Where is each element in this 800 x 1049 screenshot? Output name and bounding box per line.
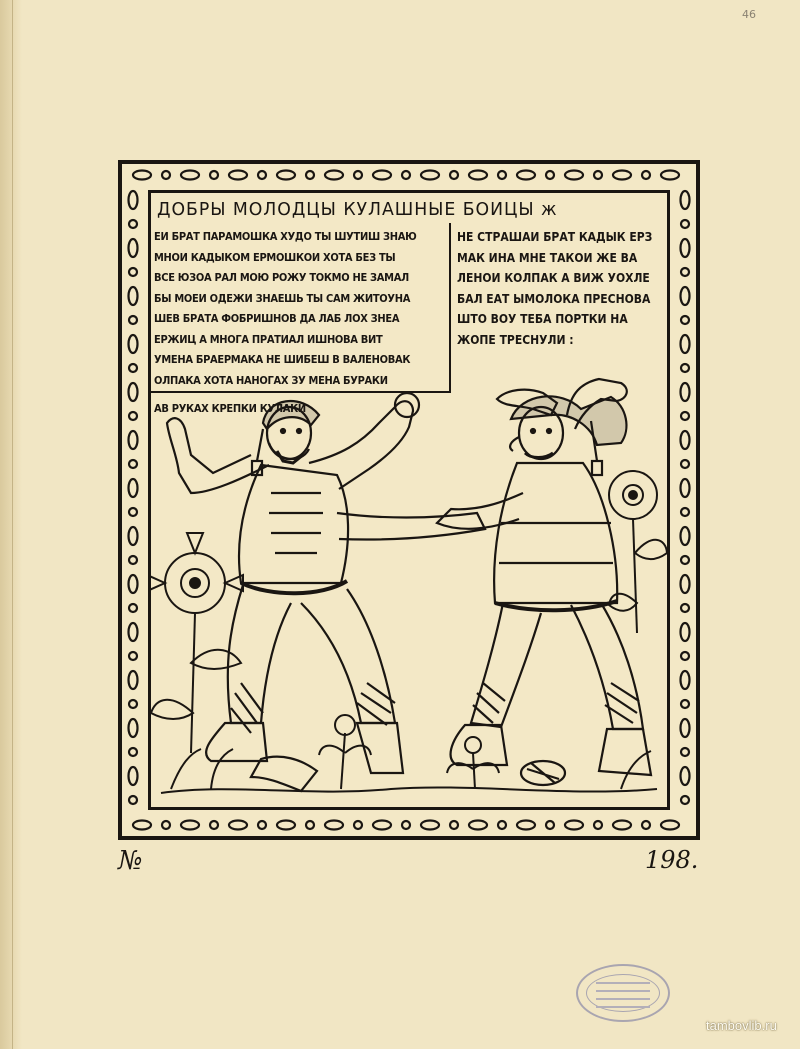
border-ornament xyxy=(181,821,199,830)
border-ornament xyxy=(681,748,689,756)
right-fighter-figure xyxy=(437,379,651,785)
border-ornament xyxy=(681,412,689,420)
border-ornament xyxy=(681,527,690,545)
woodcut-print xyxy=(118,160,700,840)
border-ornament xyxy=(642,821,650,829)
page-edge xyxy=(0,0,22,1049)
verse-right-line: ШТО ВОУ ТЕБА ПОРТКИ НА xyxy=(457,312,628,326)
ground-plants-icon xyxy=(171,715,651,789)
border-ornament xyxy=(129,508,137,516)
border-ornament xyxy=(129,604,137,612)
library-stamp xyxy=(576,964,670,1022)
pencil-page-mark: 46 xyxy=(742,8,756,21)
border-ornament xyxy=(129,700,137,708)
border-ornament xyxy=(129,383,138,401)
border-ornament xyxy=(681,239,690,257)
border-ornament xyxy=(129,556,137,564)
verse-right-line: НЕ СТРАШАИ БРАТ КАДЫК ЕРЗ xyxy=(457,230,653,244)
verse-left-line: БЫ МОЕИ ОДЕЖИ ЗНАЕШЬ ТЫ САМ ЖИТОУНА xyxy=(154,291,411,305)
border-ornament xyxy=(594,171,602,179)
verse-left-line: ЕРЖИЦ А МНОГА ПРАТИАЛ ИШНОВА ВИТ xyxy=(154,332,383,346)
border-ornament xyxy=(681,460,689,468)
border-ornament xyxy=(681,316,689,324)
border-ornament xyxy=(181,171,199,180)
border-ornament xyxy=(681,719,690,737)
verse-right-line: ЖОПЕ ТРЕСНУЛИ : xyxy=(457,332,574,347)
border-ornament xyxy=(129,719,138,737)
border-ornament xyxy=(546,821,554,829)
left-fighter-figure xyxy=(167,393,485,791)
border-ornament xyxy=(421,821,439,830)
border-ornament xyxy=(681,767,690,785)
border-ornament xyxy=(681,700,689,708)
verse-left-line: МНОИ КАДЫКОМ ЕРМОШКОИ ХОТА БЕЗ ТЫ xyxy=(154,250,396,264)
border-ornament xyxy=(681,287,690,305)
border-ornament xyxy=(661,171,679,180)
print-title: ДОБРЫ МОЛОДЦЫ КУЛАШНЫЕ БОИЦЫ ж xyxy=(157,199,558,220)
border-ornament xyxy=(565,171,583,180)
border-ornament xyxy=(681,335,690,353)
verse-left-last-line: АВ РУКАХ КРЕПКИ КУЛАКИ xyxy=(154,402,306,415)
border-ornament xyxy=(229,821,247,830)
border-ornament xyxy=(517,171,535,180)
border-ornament xyxy=(129,335,138,353)
border-ornament xyxy=(469,171,487,180)
flower-right-icon xyxy=(609,471,667,633)
border-ornament xyxy=(129,460,137,468)
verse-right-line: МАК ИНА МНЕ ТАКОИ ЖЕ ВА xyxy=(457,250,638,265)
stamp-text-line xyxy=(596,1006,650,1008)
border-ornament xyxy=(594,821,602,829)
border-ornament xyxy=(450,821,458,829)
verse-left-line: ОЛПАКА ХОТА НАНОГАХ ЗУ МЕНА БУРАКИ xyxy=(154,373,388,387)
border-ornament xyxy=(681,268,689,276)
site-watermark: tambovlib.ru xyxy=(706,1018,777,1033)
border-ornament xyxy=(129,527,138,545)
border-ornament xyxy=(681,220,689,228)
border-ornament xyxy=(402,171,410,179)
border-ornament xyxy=(421,171,439,180)
border-ornament xyxy=(129,431,138,449)
border-ornament xyxy=(129,748,137,756)
border-ornament xyxy=(450,171,458,179)
verse-left-line: ВСЕ ЮЗОА РАЛ МОЮ РОЖУ ТОКМО НЕ ЗАМАЛ xyxy=(154,271,409,284)
print-inner-area xyxy=(148,190,670,810)
border-ornament xyxy=(681,604,689,612)
border-ornament xyxy=(681,364,689,372)
border-ornament xyxy=(129,239,138,257)
border-ornament xyxy=(129,796,137,804)
border-ornament xyxy=(210,171,218,179)
verse-right-line: ЛЕНОИ КОЛПАК А ВИЖ УОХЛЕ xyxy=(457,271,650,285)
border-ornament xyxy=(129,623,138,641)
border-ornament xyxy=(613,821,631,830)
border-ornament xyxy=(469,821,487,830)
border-ornament xyxy=(325,171,343,180)
border-ornament xyxy=(681,796,689,804)
border-ornament xyxy=(546,171,554,179)
border-ornament xyxy=(498,821,506,829)
border-ornament xyxy=(354,821,362,829)
border-ornament xyxy=(681,508,689,516)
border-ornament xyxy=(129,652,137,660)
verse-right-line: БАЛ ЕАТ ЫМОЛОКА ПРЕСНОВА xyxy=(457,291,651,306)
border-ornament xyxy=(129,767,138,785)
border-ornament xyxy=(402,821,410,829)
border-ornament xyxy=(129,575,138,593)
border-ornament xyxy=(129,364,137,372)
border-ornament xyxy=(681,652,689,660)
border-ornament xyxy=(162,171,170,179)
border-ornament xyxy=(373,171,391,180)
stamp-text-line xyxy=(596,990,650,992)
border-ornament xyxy=(681,671,690,689)
border-ornament xyxy=(661,821,679,830)
border-ornament xyxy=(129,287,138,305)
border-ornament xyxy=(681,556,689,564)
border-ornament xyxy=(681,623,690,641)
border-ornament xyxy=(306,171,314,179)
border-ornament xyxy=(133,821,151,830)
border-ornament xyxy=(129,671,138,689)
border-ornament xyxy=(642,171,650,179)
stamp-text-line xyxy=(596,998,650,1000)
border-ornament xyxy=(133,171,151,180)
border-ornament xyxy=(681,431,690,449)
border-ornament xyxy=(129,412,137,420)
verse-left xyxy=(151,223,451,393)
border-ornament xyxy=(129,268,137,276)
border-ornament xyxy=(681,191,690,209)
border-ornament xyxy=(229,171,247,180)
border-ornament xyxy=(210,821,218,829)
border-ornament xyxy=(681,383,690,401)
border-ornament xyxy=(498,171,506,179)
number-label: № xyxy=(118,846,143,876)
stamp-text-line xyxy=(596,982,650,984)
border-ornament xyxy=(258,171,266,179)
number-value: 198. xyxy=(645,846,699,874)
border-ornament xyxy=(129,479,138,497)
page-fold xyxy=(12,0,13,1049)
border-ornament xyxy=(277,821,295,830)
border-ornament xyxy=(129,220,137,228)
border-ornament xyxy=(129,316,137,324)
border-ornament xyxy=(258,821,266,829)
verse-right xyxy=(453,223,668,354)
verse-left-line: ШЕВ БРАТА ФОБРИШНОВ ДА ЛАБ ЛОХ ЗНЕА xyxy=(154,312,400,325)
verse-left-line: ЕИ БРАТ ПАРАМОШКА ХУДО ТЫ ШУТИШ ЗНАЮ xyxy=(154,230,417,243)
border-ornament xyxy=(354,171,362,179)
border-ornament xyxy=(517,821,535,830)
border-ornament xyxy=(681,479,690,497)
border-ornament xyxy=(162,821,170,829)
border-ornament xyxy=(373,821,391,830)
border-ornament xyxy=(565,821,583,830)
border-ornament xyxy=(613,171,631,180)
border-ornament xyxy=(325,821,343,830)
border-ornament xyxy=(277,171,295,180)
verse-left-line: УМЕНА БРАЕРМАКА НЕ ШИБЕШ В ВАЛЕНОВАК xyxy=(154,353,411,366)
border-ornament xyxy=(306,821,314,829)
border-ornament xyxy=(681,575,690,593)
border-ornament xyxy=(129,191,138,209)
